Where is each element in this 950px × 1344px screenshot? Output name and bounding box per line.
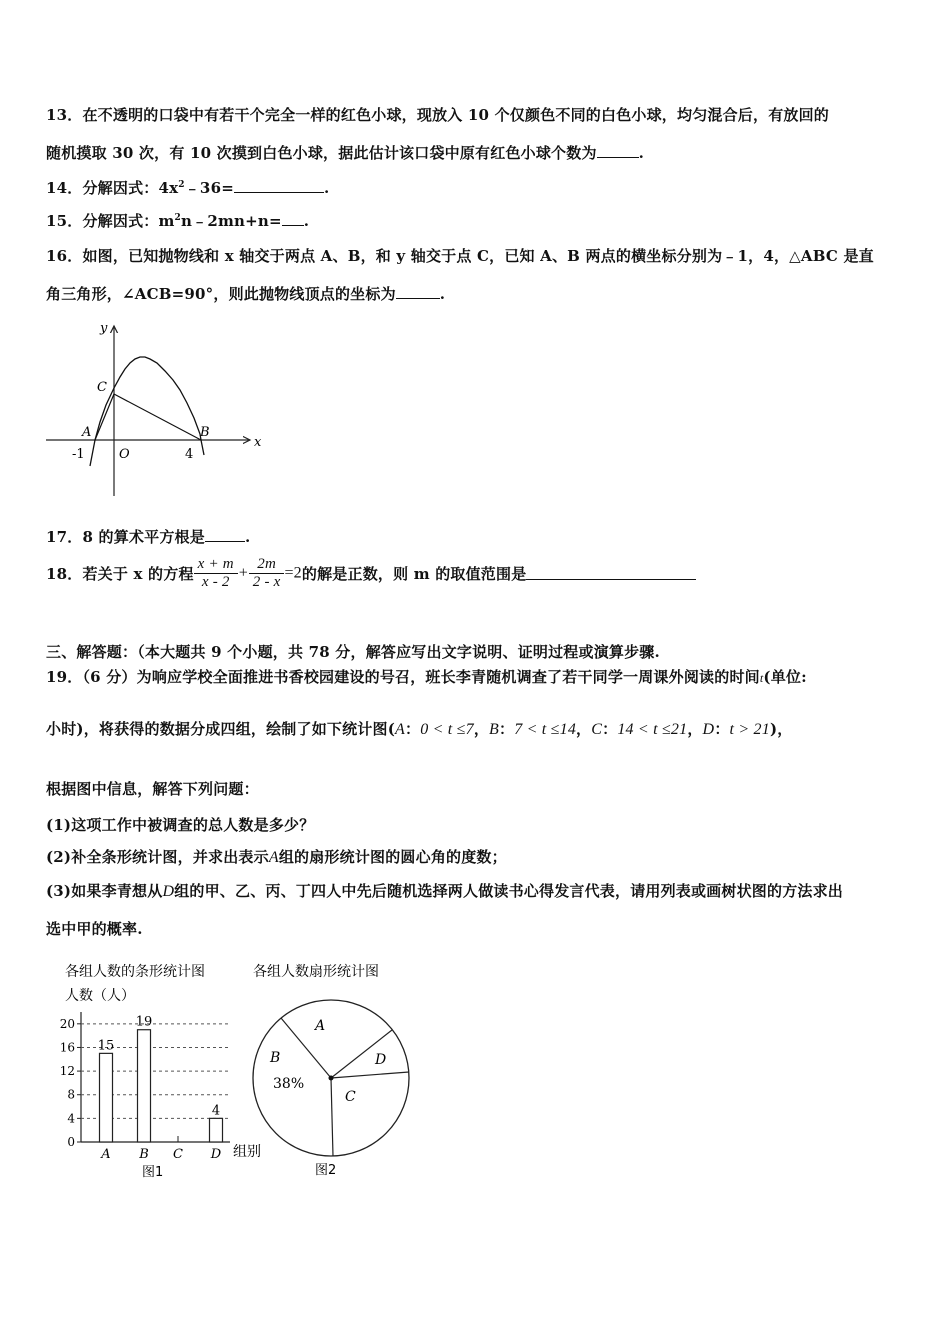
bar-chart [40, 958, 270, 1188]
q19-part1: (1)这项工作中被调查的总人数是多少？ [46, 816, 315, 834]
bar-chart-xlabel: 组别 [233, 1144, 261, 1160]
answer-blank [526, 567, 696, 580]
pie-chart-caption: 图2 [315, 1163, 337, 1178]
bar-B [138, 1030, 151, 1142]
pie-chart [245, 958, 420, 1188]
y-tick-label-8: 8 [67, 1087, 75, 1102]
answer-blank [205, 529, 245, 542]
y-label: y [100, 321, 108, 336]
answer-blank [396, 286, 440, 299]
q19-part3: (3)如果李青想从D组的甲、乙、丙、丁四人中先后随机选择两人做读书心得发言代表，请用列表或画树状图的方法求出 [46, 882, 844, 900]
pie-divider-dc [331, 1072, 409, 1078]
q19-line2: 小时)，将获得的数据分成四组，绘制了如下统计图(A：0 < t ≤7，B：7 < t ≤14，C：14 < t ≤21，D：t > 21)， [46, 720, 793, 738]
x-tick-label-A: A [101, 1147, 111, 1162]
q19-line1: 19．（6 分）为响应学校全面推进书香校园建设的号召，班长李青随机调查了若干同学一周课外阅读的时间t(单位: [46, 668, 807, 686]
q19-part2: (2)补全条形统计图，并求出表示A组的扇形统计图的圆心角的度数； [46, 848, 507, 866]
x-tick-label-C: C [173, 1147, 183, 1162]
pie-divider-cb [331, 1078, 333, 1156]
y-tick-label-0: 0 [67, 1135, 75, 1149]
bar-value-D: 4 [211, 1103, 221, 1119]
q16-line1: 16．如图，已知抛物线和 x 轴交于两点 A、B，和 y 轴交于点 C，已知 A、B 两点的横坐标分别为﹣1，4，△ABC 是直 [46, 247, 874, 265]
q13-line2: 随机摸取 30 次，有 10 次摸到白色小球，据此估计该口袋中原有红色小球个数为 . [46, 144, 645, 162]
segment-ac [95, 394, 114, 440]
bar-A [100, 1053, 113, 1142]
x-label: x [254, 435, 262, 450]
bar-chart-caption: 图1 [142, 1165, 164, 1180]
answer-blank [597, 145, 639, 158]
bar-chart-title: 各组人数的条形统计图 [65, 964, 205, 980]
pie-label-d: D [375, 1052, 387, 1068]
pie-label-b: B [270, 1050, 281, 1066]
q15: 15．分解因式：$m^2n﹣2mn+n=$ . [46, 212, 310, 230]
y-tick-label-4: 4 [67, 1111, 75, 1126]
q13-line1: 13．在不透明的口袋中有若干个完全一样的红色小球，现放入 10 个仅颜色不同的白色小球，均匀混合后，有放回的 [46, 106, 829, 124]
bar-value-B: 19 [135, 1014, 153, 1030]
answer-blank [282, 213, 304, 226]
answer-blank [234, 180, 324, 193]
fraction-1: $\frac{x + m}{x - 2}$ [194, 556, 238, 591]
parabola-graph [40, 318, 270, 503]
y-tick-label-12: 12 [59, 1064, 75, 1079]
point-c-label: C [97, 380, 107, 395]
point-b-label: B [200, 425, 210, 440]
pie-percent-b: 38% [273, 1076, 305, 1092]
origin-label: O [119, 447, 130, 462]
bar-D [210, 1118, 223, 1142]
point-a-label: A [82, 425, 92, 440]
section-3-heading: 三、解答题：（本大题共 9 个小题，共 78 分，解答应写出文字说明、证明过程或演算步骤. [46, 643, 660, 661]
fraction-2: $\frac{2m}{2 - x}$ [249, 556, 285, 591]
q19-part3-line2: 选中甲的概率. [46, 920, 143, 938]
tick-4: 4 [185, 447, 194, 462]
tick-minus1: -1 [72, 447, 85, 462]
bar-chart-ylabel: 人数（人） [65, 988, 135, 1004]
pie-center [329, 1076, 334, 1081]
y-tick-label-20: 20 [59, 1016, 75, 1031]
pie-label-c: C [345, 1089, 356, 1105]
q14: 14．分解因式：$4x^2﹣36=$ . [46, 179, 330, 197]
x-tick-label-D: D [210, 1147, 222, 1162]
pie-chart-title: 各组人数扇形统计图 [253, 964, 379, 980]
q18: 18．若关于 x 的方程 $\frac{x + m}{x - 2}$ + $\frac{2m}{2 - x}$ =2的解是正数，则 m 的取值范围是 [46, 556, 696, 591]
bar-value-A: 15 [97, 1038, 115, 1054]
pie-label-a: A [315, 1018, 326, 1034]
x-tick-label-B: B [139, 1147, 149, 1162]
q16-line2: 角三角形，∠ACB=90°，则此抛物线顶点的坐标为 . [46, 285, 446, 303]
q19-line3: 根据图中信息，解答下列问题： [46, 780, 259, 798]
y-tick-label-16: 16 [59, 1040, 75, 1055]
q17: 17．8 的算术平方根是 . [46, 528, 251, 546]
segment-cb [114, 394, 201, 440]
